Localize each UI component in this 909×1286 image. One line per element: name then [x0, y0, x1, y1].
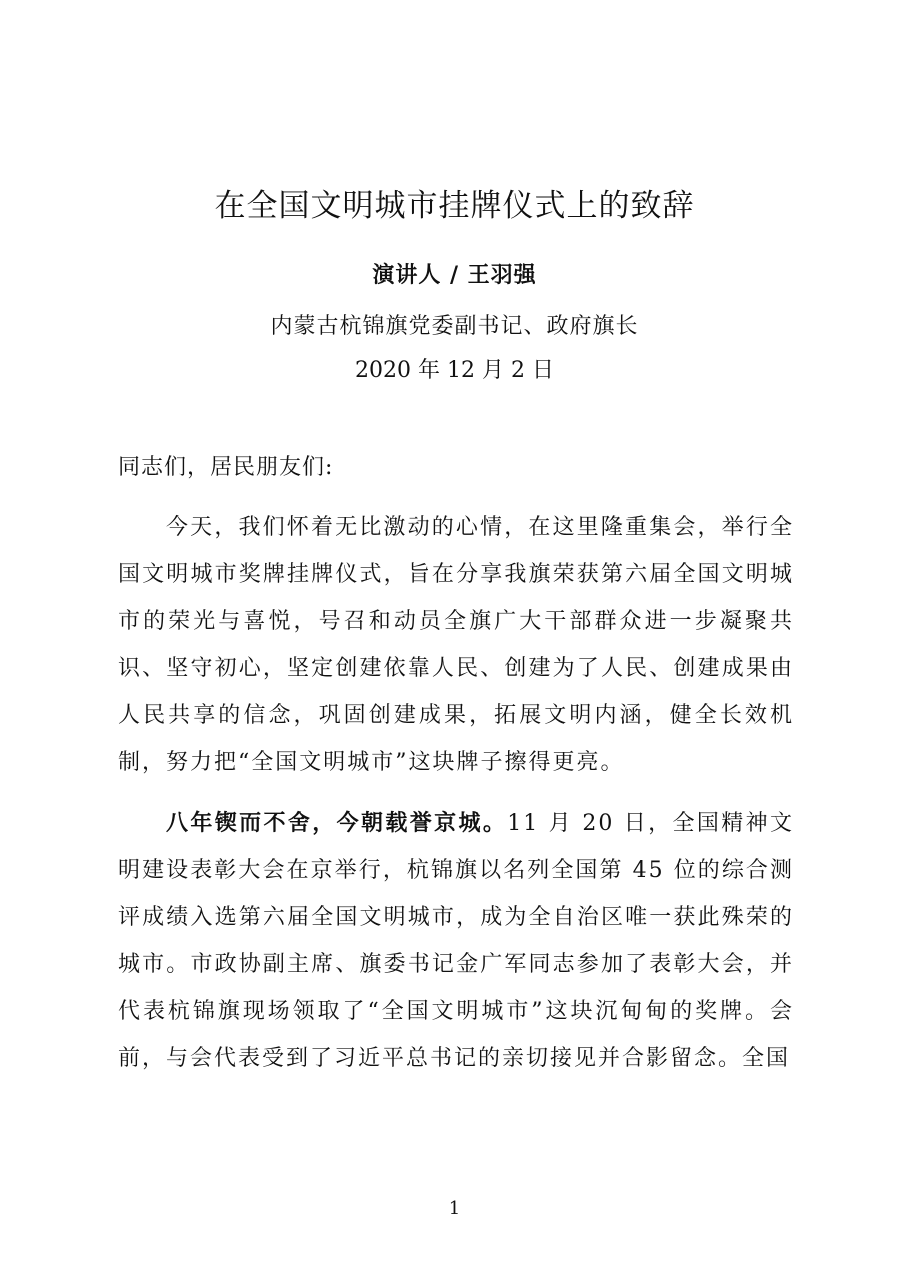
page-number: 1	[448, 1198, 461, 1219]
paragraph-text: 11 月 20 日，全国精神文明建设表彰大会在京举行，杭锦旗以名列全国第 45 位的综合测评成绩入选第六届全国文明城市，成为全自治区唯一获此殊荣的城市。市政协副主席、旗委书记金广军同志参加了表彰大会，并代表杭锦旗现场领取了“全国文明城市”这块沉甸甸的奖牌。会前，与会代表受到了习近平总书记的亲切接见并合影留念。全国	[118, 811, 794, 1071]
document-title: 在全国文明城市挂牌仪式上的致辞	[214, 188, 695, 224]
paragraph-lead: 八年锲而不舍，今朝载誉京城。	[166, 810, 508, 836]
speech-date: 2020 年 12 月 2 日	[355, 358, 554, 383]
salutation: 同志们，居民朋友们:	[118, 455, 334, 480]
speaker-position: 内蒙古杭锦旗党委副书记、政府旗长	[270, 314, 639, 339]
paragraph-intro	[118, 504, 794, 786]
speaker-line: 演讲人 / 王羽强	[372, 262, 537, 288]
paragraph-text: 今天，我们怀着无比激动的心情，在这里隆重集会，举行全国文明城市奖牌挂牌仪式，旨在分享我旗荣获第六届全国文明城市的荣光与喜悦，号召和动员全旗广大干部群众进一步凝聚共识、坚守初心，坚定创建依靠人民、创建为了人民、创建成果由人民共享的信念，巩固创建成果，拓展文明内涵，健全长效机制，努力把“全国文明城市”这块牌子擦得更亮。	[118, 515, 794, 775]
paragraph-award	[118, 800, 794, 1082]
